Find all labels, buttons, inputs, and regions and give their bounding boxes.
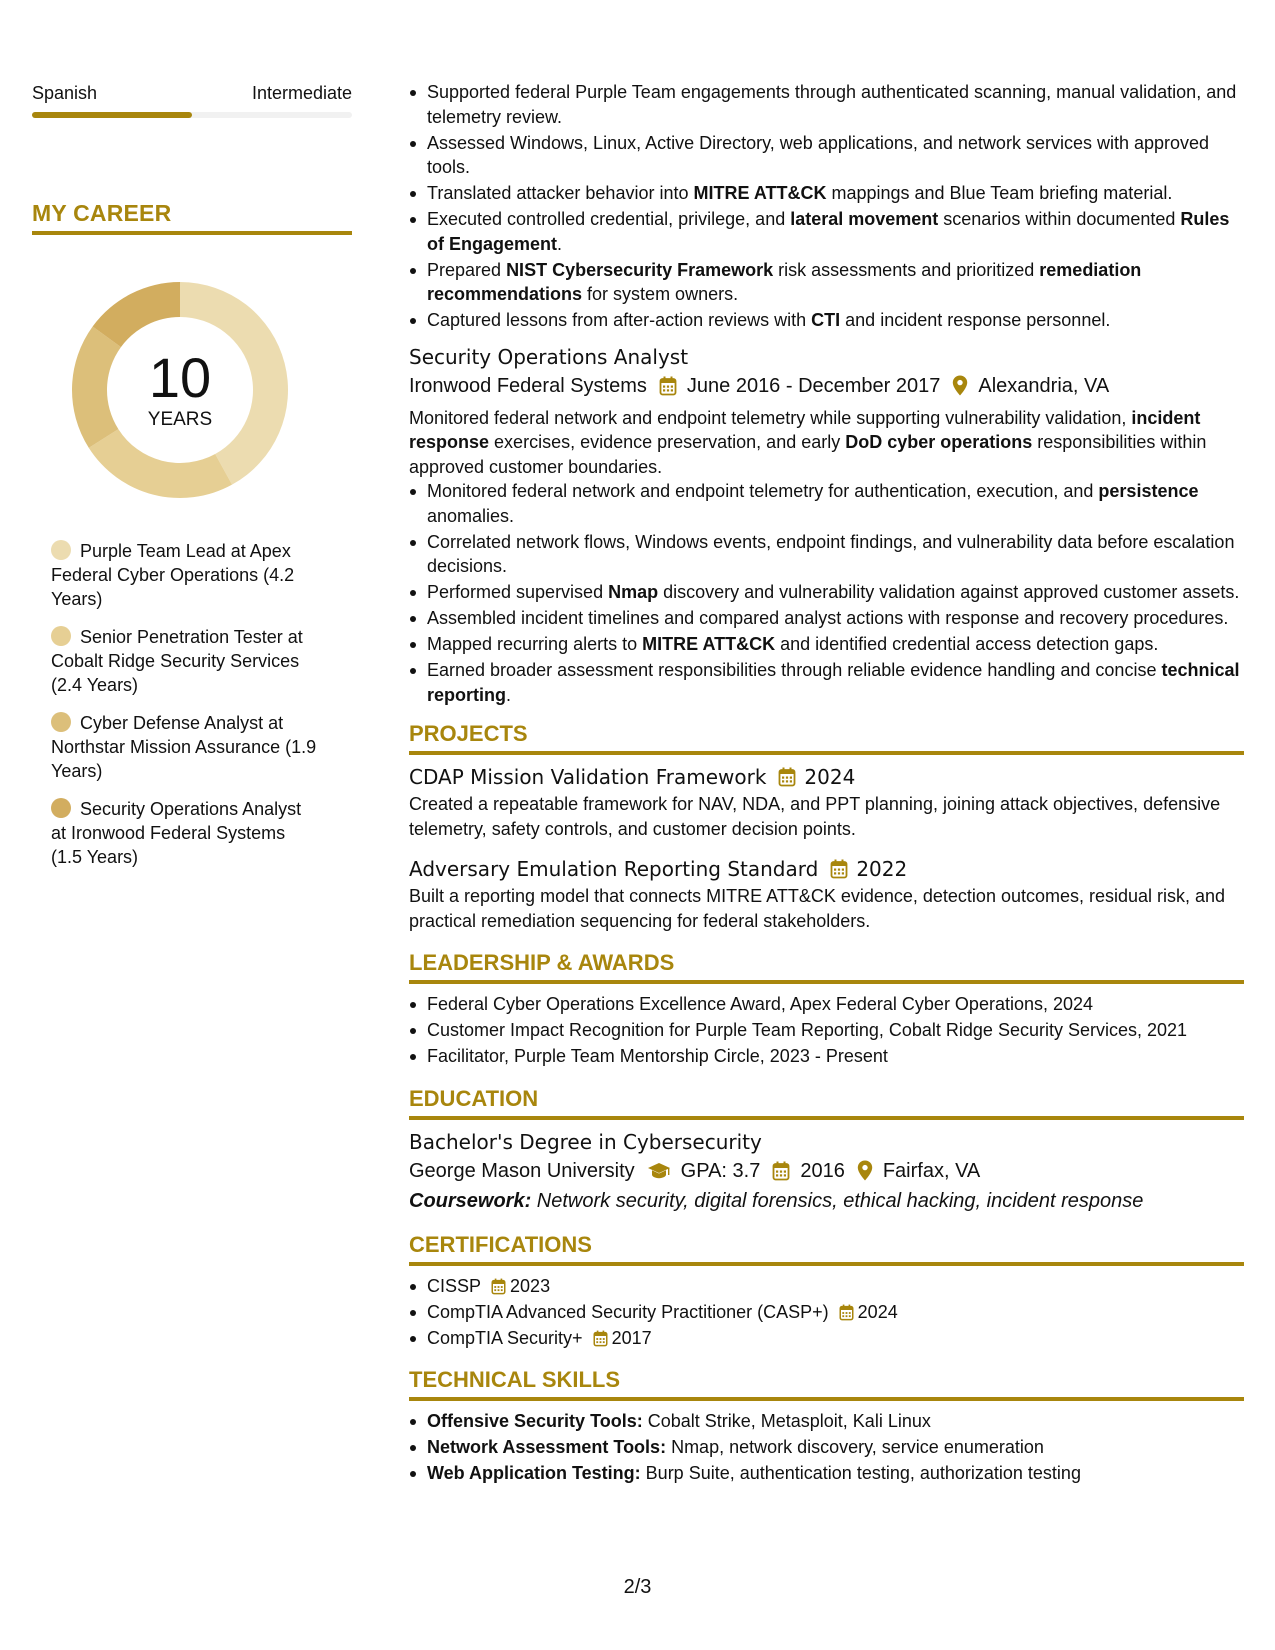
right-column: [409, 80, 1244, 1487]
years-label: YEARS: [147, 409, 213, 430]
bold-text: technical reporting: [427, 660, 1240, 705]
job-company: Ironwood Federal Systems: [409, 374, 647, 397]
coursework-list: Network security, digital forensics, ethical hacking, incident response: [531, 1189, 1144, 1212]
bullet-item: [409, 258, 1244, 307]
certification-item: [409, 1274, 1244, 1299]
bold-text: MITRE ATT&CK: [642, 634, 776, 654]
calendar-icon: [778, 767, 796, 787]
text: Mapped recurring alerts to: [427, 634, 643, 654]
certification-item: [409, 1300, 1244, 1325]
coursework: [409, 1187, 1244, 1215]
text: Performed supervised: [427, 582, 609, 602]
skill-values: Cobalt Strike, Metasploit, Kali Linux: [642, 1411, 931, 1431]
skills-heading: TECHNICAL SKILLS: [409, 1366, 1244, 1401]
calendar-icon: [659, 376, 677, 396]
page-number: 2/3: [623, 1576, 652, 1598]
bold-text: NIST Cybersecurity Framework: [506, 259, 774, 280]
job-meta: [409, 372, 1244, 400]
bullet-item: [409, 207, 1244, 256]
project-description: Built a reporting model that connects MITRE ATT&CK evidence, detection outcomes, residual risk, and practical remediation sequencing for federal stakeholders.: [409, 886, 1226, 931]
job-title: Security Operations Analyst: [409, 344, 689, 369]
project-year: 2024: [804, 765, 856, 789]
skill-category: Network Assessment Tools:: [427, 1437, 667, 1457]
text: Supported federal Purple Team engagements through authenticated scanning, manual validation, and telemetry review.: [427, 82, 1237, 127]
project-year: 2022: [856, 857, 908, 881]
awards-heading: LEADERSHIP & AWARDS: [409, 949, 1244, 984]
legend-label: Purple Team Lead at Apex Federal Cyber Operations (4.2 Years): [51, 541, 295, 609]
legend-swatch: [51, 540, 71, 560]
certifications-heading: CERTIFICATIONS: [409, 1231, 1244, 1266]
bullet-item: [409, 479, 1244, 528]
language-proficiency-fill: [32, 112, 192, 118]
skill-category: Offensive Security Tools:: [427, 1411, 643, 1431]
project-title: [409, 855, 1244, 883]
skills-list: [409, 1409, 1244, 1486]
text: and identified credential access detection gaps.: [775, 634, 1159, 654]
calendar-icon: [593, 1330, 608, 1347]
legend-swatch: [51, 626, 71, 646]
career-donut-chart: [67, 277, 293, 503]
text: risk assessments and prioritized: [773, 259, 1040, 280]
text: Prepared: [427, 259, 507, 280]
bold-text: Nmap: [608, 582, 659, 602]
legend-label: Security Operations Analyst at Ironwood Federal Systems (1.5 Years): [51, 799, 302, 867]
bold-text: DoD cyber operations: [845, 432, 1033, 452]
job-dates: June 2016 - December 2017: [686, 374, 941, 397]
certifications-list: [409, 1274, 1244, 1351]
skill-item: [409, 1409, 1244, 1434]
text: Monitored federal network and endpoint telemetry for authentication, execution, and: [427, 481, 1099, 501]
projects-heading: PROJECTS: [409, 720, 1244, 755]
legend-label: Cyber Defense Analyst at Northstar Mission Assurance (1.9 Years): [51, 713, 317, 781]
map-pin-icon: [857, 1160, 873, 1181]
legend-item: [51, 797, 321, 869]
certification-item: [409, 1326, 1244, 1351]
certification-name: CISSP: [427, 1275, 482, 1296]
bold-text: remediation recommendations: [427, 259, 1142, 304]
language-level: Intermediate: [251, 83, 352, 103]
text: for system owners.: [582, 284, 739, 304]
skill-values: Nmap, network discovery, service enumeration: [666, 1437, 1044, 1457]
bullet-item: [409, 530, 1244, 579]
education-heading: EDUCATION: [409, 1085, 1244, 1120]
job-summary: [409, 406, 1244, 480]
legend-swatch: [51, 798, 71, 818]
left-column: [32, 82, 352, 883]
text: Translated attacker behavior into: [427, 183, 694, 203]
job-bullets: [409, 479, 1244, 707]
calendar-icon: [772, 1161, 790, 1181]
skill-item: [409, 1435, 1244, 1460]
bullet-item: [409, 181, 1244, 206]
text: discovery and vulnerability validation against approved customer assets.: [658, 582, 1240, 602]
text: Correlated network flows, Windows events, endpoint findings, and vulnerability data before escalation decisions.: [427, 531, 1235, 576]
coursework-label: Coursework:: [409, 1189, 532, 1212]
bullet-item: [409, 658, 1244, 707]
text: Executed controlled credential, privilege, and: [427, 209, 791, 229]
degree-title: Bachelor's Degree in Cybersecurity: [409, 1129, 762, 1154]
gpa: GPA: 3.7: [680, 1159, 761, 1182]
text: Monitored federal network and endpoint telemetry while supporting vulnerability validation,: [409, 407, 1132, 428]
bullet-item: [409, 580, 1244, 605]
award-item: Federal Cyber Operations Excellence Award, Apex Federal Cyber Operations, 2024: [409, 992, 1244, 1017]
text: scenarios within documented: [938, 209, 1181, 229]
project-description: Created a repeatable framework for NAV, NDA, and PPT planning, joining attack objectives, defensive telemetry, safety controls, and customer decision points.: [409, 794, 1221, 839]
language-name: Spanish: [32, 83, 98, 103]
bold-text: lateral movement: [790, 209, 939, 229]
total-years: 10: [148, 346, 212, 409]
map-pin-icon: [952, 375, 968, 396]
graduation-year: 2016: [800, 1159, 845, 1182]
previous-job-bullets: [409, 80, 1244, 333]
certification-year: 2023: [510, 1275, 551, 1296]
projects-list: [409, 763, 1244, 933]
text: .: [506, 684, 512, 705]
bullet-item: [409, 131, 1244, 180]
text: Captured lessons from after-action reviews with: [427, 310, 812, 330]
award-item: Facilitator, Purple Team Mentorship Circle, 2023 - Present: [409, 1044, 1244, 1069]
certification-year: 2024: [857, 1301, 898, 1322]
legend-label: Senior Penetration Tester at Cobalt Ridge Security Services (2.4 Years): [51, 627, 303, 695]
text: Earned broader assessment responsibilities through reliable evidence handling and concise: [427, 660, 1162, 680]
language-proficiency-bar: [32, 112, 352, 118]
legend-item: [51, 711, 321, 783]
certification-name: CompTIA Security+: [427, 1327, 583, 1348]
project-name: CDAP Mission Validation Framework: [409, 765, 767, 789]
legend-item: [51, 539, 321, 611]
legend-swatch: [51, 712, 71, 732]
bold-text: MITRE ATT&CK: [693, 183, 827, 203]
school-name: George Mason University: [409, 1159, 635, 1182]
text: and incident response personnel.: [840, 310, 1111, 330]
text: Assembled incident timelines and compared analyst actions with response and recovery procedures.: [427, 608, 1229, 628]
language-row: [32, 82, 352, 104]
donut-center: [67, 277, 293, 503]
skill-category: Web Application Testing:: [427, 1463, 641, 1483]
awards-list: [409, 992, 1244, 1069]
text: exercises, evidence preservation, and early: [489, 432, 846, 452]
skill-item: [409, 1461, 1244, 1486]
bold-text: persistence: [1098, 481, 1199, 501]
job-location: Alexandria, VA: [978, 374, 1110, 397]
text: responsibilities within approved customer boundaries.: [409, 432, 1207, 477]
bold-text: incident response: [409, 407, 1201, 452]
certification-name: CompTIA Advanced Security Practitioner (CASP+): [427, 1301, 829, 1322]
career-heading: MY CAREER: [32, 200, 352, 235]
education-meta: [409, 1157, 1244, 1185]
calendar-icon: [839, 1304, 854, 1321]
skill-values: Burp Suite, authentication testing, authorization testing: [640, 1463, 1081, 1483]
graduation-cap-icon: [647, 1162, 671, 1180]
text: anomalies.: [427, 505, 515, 526]
certification-year: 2017: [611, 1327, 652, 1348]
text: mappings and Blue Team briefing material.: [826, 183, 1173, 203]
project-title: [409, 763, 1244, 791]
bullet-item: [409, 606, 1244, 631]
text: .: [557, 233, 563, 254]
award-item: Customer Impact Recognition for Purple Team Reporting, Cobalt Ridge Security Services, 2021: [409, 1018, 1244, 1043]
bullet-item: [409, 632, 1244, 657]
bold-text: CTI: [811, 310, 841, 330]
project-name: Adversary Emulation Reporting Standard: [409, 857, 819, 881]
text: Assessed Windows, Linux, Active Directory, web applications, and network services with approved tools.: [427, 132, 1210, 177]
career-legend: [51, 539, 352, 869]
calendar-icon: [491, 1278, 506, 1295]
school-location: Fairfax, VA: [882, 1159, 981, 1182]
bullet-item: [409, 308, 1244, 333]
bold-text: Rules of Engagement: [427, 209, 1230, 254]
calendar-icon: [830, 859, 848, 879]
legend-item: [51, 625, 321, 697]
bullet-item: [409, 80, 1244, 129]
